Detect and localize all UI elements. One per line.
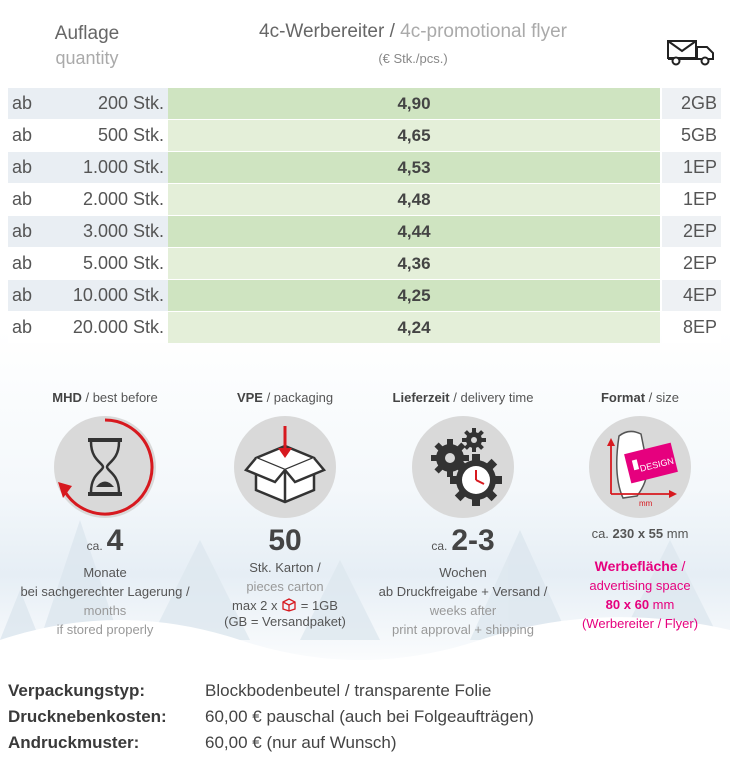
truck-mail-icon	[667, 38, 715, 66]
best-before-unit: Monate	[83, 565, 127, 580]
packaging-heading: VPE / packaging	[236, 390, 334, 405]
row-shipping: 2EP	[662, 216, 721, 247]
detail-label: Verpackungstyp:	[8, 681, 145, 700]
row-quantity: 20.000 Stk.	[46, 312, 168, 343]
packaging-rule: max 2 x = 1GB	[232, 598, 338, 613]
quantity-header-en: quantity	[55, 48, 119, 68]
delivery-unit-en: weeks after	[429, 603, 497, 618]
row-shipping: 5GB	[662, 120, 721, 151]
format-size: ca. 230 x 55 mm	[591, 526, 689, 541]
table-row	[8, 184, 721, 215]
product-header	[166, 20, 660, 70]
best-before-note-en: if stored properly	[56, 622, 154, 637]
row-ab: ab	[8, 248, 50, 279]
advertising-heading: Werbefläche /	[594, 558, 686, 574]
packaging-column	[200, 388, 370, 629]
quantity-header	[8, 22, 166, 70]
format-heading: Format / size	[600, 390, 680, 405]
row-price: 4,44	[168, 216, 660, 247]
packaging-note: (GB = Versandpaket)	[224, 614, 346, 629]
table-row	[8, 152, 721, 183]
small-box-icon	[281, 598, 297, 612]
detail-value: Blockbodenbeutel / transparente Folie	[205, 681, 492, 700]
row-price: 4,90	[168, 88, 660, 119]
row-shipping: 4EP	[662, 280, 721, 311]
info-section	[0, 388, 730, 648]
packaging-unit-de: Stk. Karton /	[249, 560, 321, 575]
detail-label: Andruckmuster:	[8, 733, 140, 752]
row-price: 4,65	[168, 120, 660, 151]
product-header-de: 4c-Werbereiter /	[259, 21, 401, 42]
approx-prefix: ca.	[431, 539, 448, 553]
table-row	[8, 216, 721, 247]
row-shipping: 2EP	[662, 248, 721, 279]
row-price: 4,25	[168, 280, 660, 311]
gears-clock-icon	[412, 416, 514, 518]
packaging-unit-en: pieces carton	[246, 579, 324, 594]
design-format-icon	[589, 416, 691, 518]
row-ab: ab	[8, 152, 50, 183]
row-quantity: 2.000 Stk.	[46, 184, 168, 215]
price-unit: (€ Stk./pcs.)	[378, 51, 448, 66]
delivery-heading: Lieferzeit / delivery time	[392, 390, 534, 405]
row-price: 4,53	[168, 152, 660, 183]
best-before-unit-en: months	[83, 603, 127, 618]
row-ab: ab	[8, 184, 50, 215]
best-before-note-de: bei sachgerechter Lagerung /	[20, 584, 190, 599]
row-price: 4,48	[168, 184, 660, 215]
packaging-value: 50	[268, 524, 302, 557]
box-icon	[234, 416, 336, 518]
row-shipping: 2GB	[662, 88, 721, 119]
quantity-header-de: Auflage	[54, 23, 120, 44]
table-row	[8, 120, 721, 151]
detail-label: Drucknebenkosten:	[8, 707, 167, 726]
format-column	[555, 388, 725, 633]
row-quantity: 500 Stk.	[46, 120, 168, 151]
row-ab: ab	[8, 88, 50, 119]
delivery-note-de: ab Druckfreigabe + Versand /	[378, 584, 548, 599]
row-quantity: 5.000 Stk.	[46, 248, 168, 279]
row-ab: ab	[8, 120, 50, 151]
table-row	[8, 280, 721, 311]
best-before-value: 4	[106, 524, 124, 557]
design-label: DESIGN	[638, 455, 675, 474]
row-price: 4,24	[168, 312, 660, 343]
hourglass-icon	[54, 416, 156, 518]
detail-value: 60,00 € (nur auf Wunsch)	[205, 733, 397, 752]
delivery-unit: Wochen	[439, 565, 487, 580]
mm-label: mm	[639, 499, 653, 508]
price-table	[8, 8, 721, 344]
approx-prefix: ca.	[86, 539, 103, 553]
row-ab: ab	[8, 312, 50, 343]
detail-value: 60,00 € pauschal (auch bei Folgeaufträgen)	[205, 707, 534, 726]
row-quantity: 1.000 Stk.	[46, 152, 168, 183]
delivery-value: 2-3	[451, 524, 495, 557]
delivery-column	[378, 388, 548, 639]
best-before-heading: MHD / best before	[52, 390, 158, 405]
row-shipping: 1EP	[662, 152, 721, 183]
row-quantity: 10.000 Stk.	[46, 280, 168, 311]
row-shipping: 8EP	[662, 312, 721, 343]
row-shipping: 1EP	[662, 184, 721, 215]
advertising-size: 80 x 60 mm	[605, 597, 675, 612]
row-quantity: 200 Stk.	[46, 88, 168, 119]
advertising-note: (Werbereiter / Flyer)	[581, 616, 699, 631]
row-price: 4,36	[168, 248, 660, 279]
advertising-space-en: advertising space	[589, 578, 691, 593]
delivery-note-en: print approval + shipping	[391, 622, 534, 637]
table-row	[8, 248, 721, 279]
table-row	[8, 88, 721, 119]
price-table-header	[8, 8, 721, 88]
row-quantity: 3.000 Stk.	[46, 216, 168, 247]
row-ab: ab	[8, 216, 50, 247]
table-row	[8, 312, 721, 343]
row-ab: ab	[8, 280, 50, 311]
best-before-column	[20, 388, 190, 639]
product-header-en: 4c-promotional flyer	[400, 21, 567, 42]
